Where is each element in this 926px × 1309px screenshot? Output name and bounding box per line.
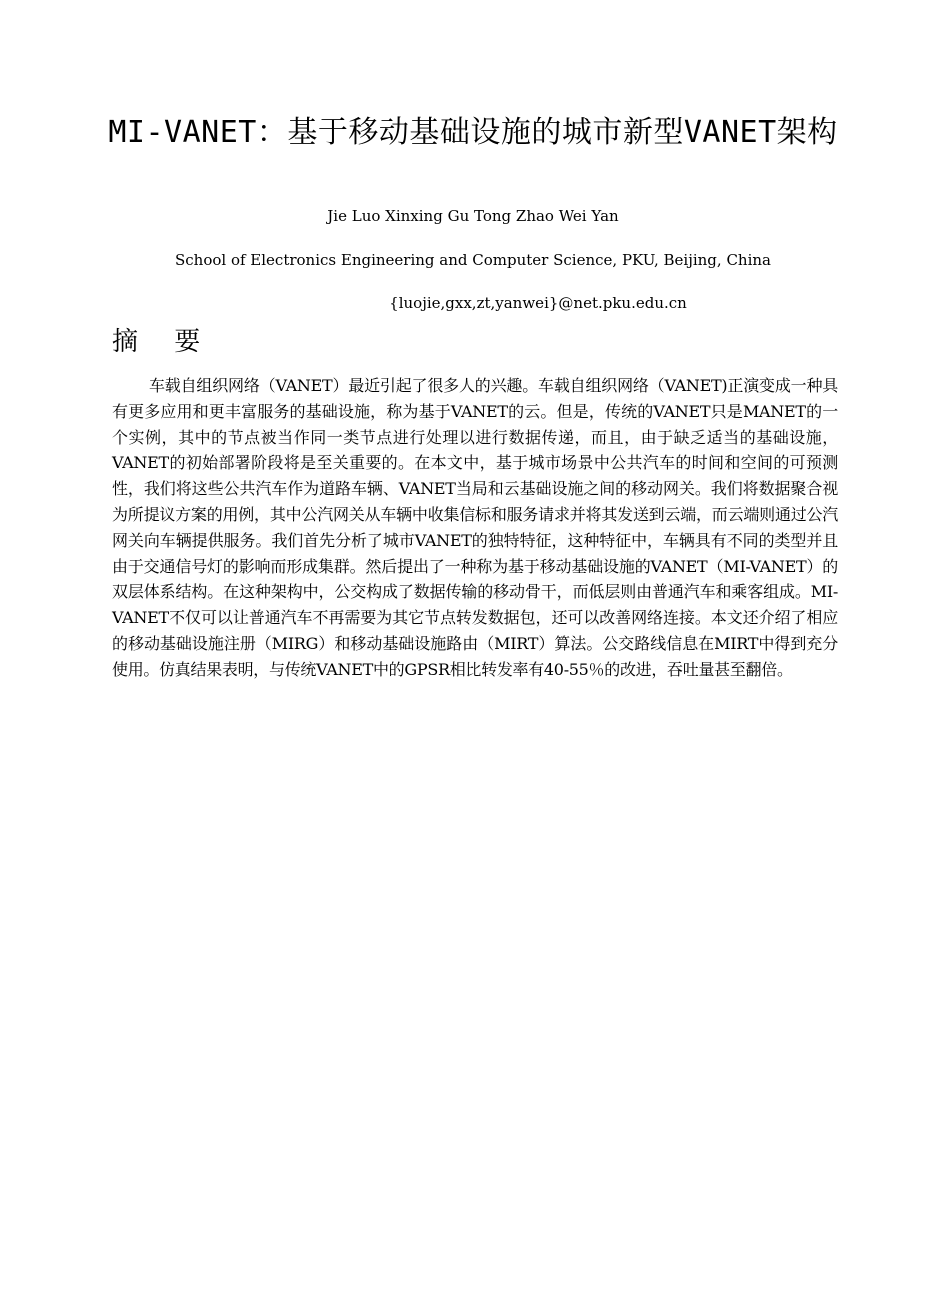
author-email: {luojie,gxx,zt,yanwei}@net.pku.edu.cn xyxy=(389,294,687,312)
author-affiliation: School of Electronics Engineering and Computer Science, PKU, Beijing, China xyxy=(174,251,771,269)
paper-title: MI-VANET：基于移动基础设施的城市新型VANET架构 xyxy=(108,115,838,150)
abstract-body: 车载自组织网络（VANET）最近引起了很多人的兴趣。车载自组织网络（VANET)正演变成一种具有更多应用和更丰富服务的基础设施，称为基于VANET的云。但是，传统的VANET只是MANET的一个实例，其中的节点被当作同一类节点进行处理以进行数据传递，而且，由于缺乏适当的基础设施，VANET的初始部署阶段将是至关重要的。在本文中，基于城市场景中公共汽车的时间和空间的可预测性，我们将这些公共汽车作为道路车辆、VANET当局和云基础设施之间的移动网关。我们将数据聚合视为所提议方案的用例，其中公汽网关从车辆中收集信标和服务请求并将其发送到云端，而云端则通过公汽网关向车辆提供服务。我们首先分析了城市VANET的独特特征，这种特征中，车辆具有不同的类型并且由于交通信号灯的影响而形成集群。然后提出了一种称为基于移动基础设施的VANET（MI-VANET）的双层体系结构。在这种架构中，公交构成了数据传输的移动骨干，而低层则由普通汽车和乘客组成。MI-VANET不仅可以让普通汽车不再需要为其它节点转发数据包，还可以改善网络连接。本文还介绍了相应的移动基础设施注册（MIRG）和移动基础设施路由（MIRT）算法。公交路线信息在MIRT中得到充分使用。仿真结果表明，与传统VANET中的GPSR相比转发率有40-55％的改进，吞吐量甚至翻倍。 xyxy=(112,376,838,679)
abstract-heading: 摘 要 xyxy=(112,327,215,357)
author-list: Jie Luo Xinxing Gu Tong Zhao Wei Yan xyxy=(327,207,619,225)
